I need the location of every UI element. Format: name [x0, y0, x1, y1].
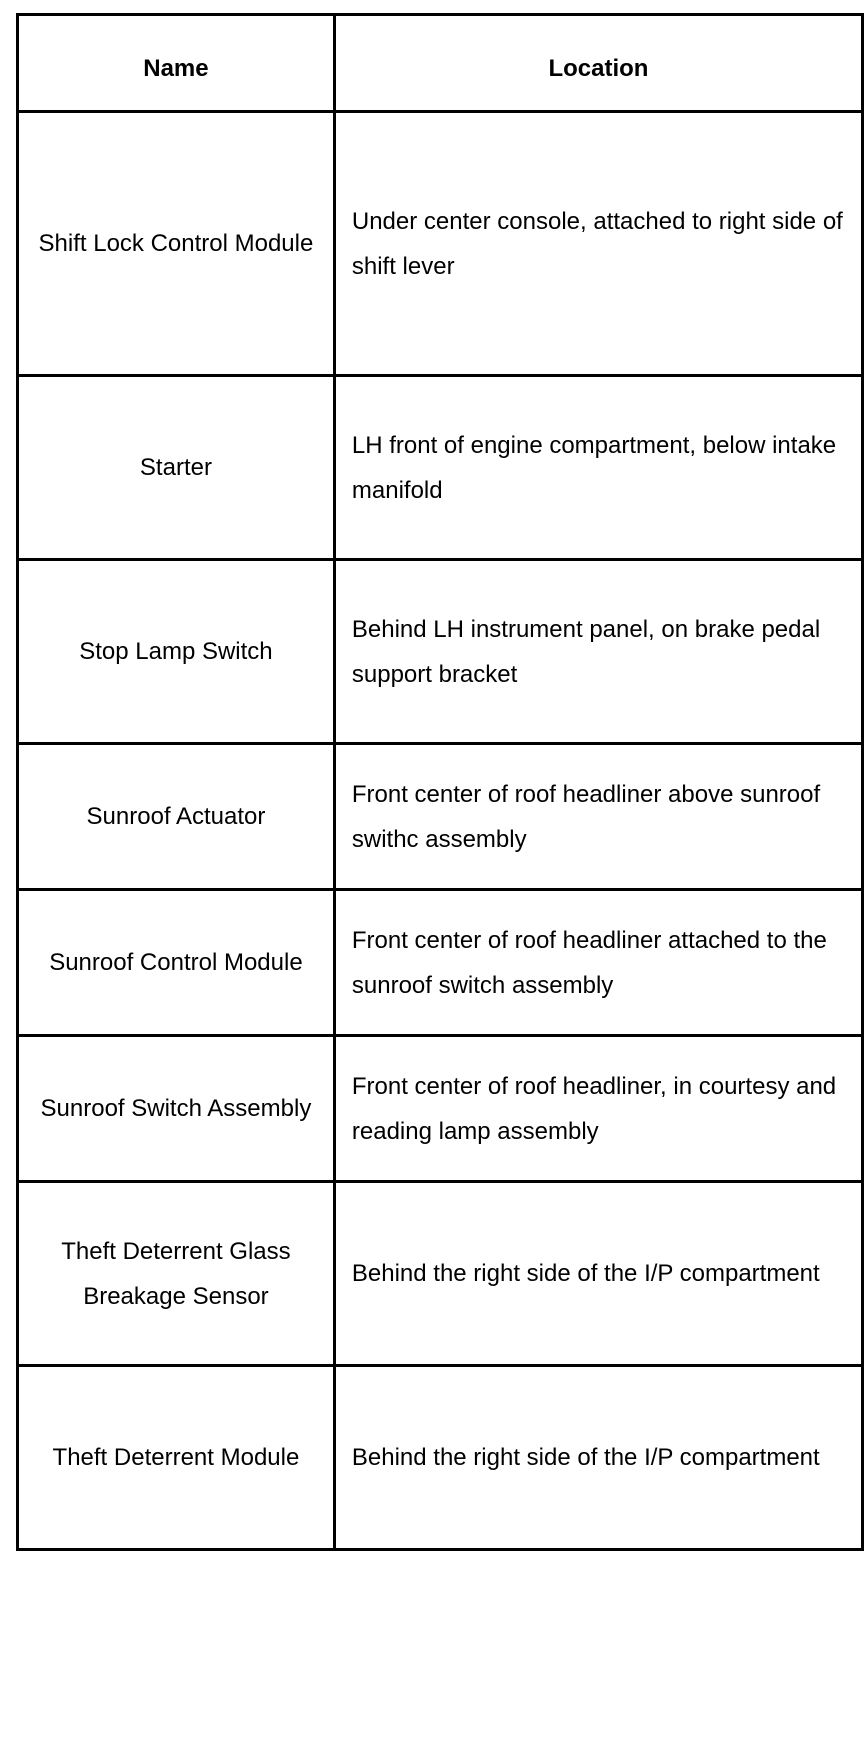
row-location: Front center of roof headliner above sunroof swithc assembly — [334, 744, 862, 890]
table-row — [18, 890, 863, 1036]
row-location: Behind the right side of the I/P compartment — [334, 1182, 862, 1366]
row-location: Front center of roof headliner attached to the sunroof switch assembly — [334, 890, 862, 1036]
component-location-table — [16, 13, 864, 1551]
row-name: Theft Deterrent Module — [18, 1366, 335, 1550]
row-name: Theft Deterrent Glass Breakage Sensor — [18, 1182, 335, 1366]
row-location: Front center of roof headliner, in courtesy and reading lamp assembly — [334, 1036, 862, 1182]
row-name: Sunroof Actuator — [18, 744, 335, 890]
table-row — [18, 560, 863, 744]
row-name: Sunroof Control Module — [18, 890, 335, 1036]
row-location: Under center console, attached to right side of shift lever — [334, 112, 862, 376]
table-row — [18, 112, 863, 376]
table-row — [18, 376, 863, 560]
table-row — [18, 744, 863, 890]
row-location: Behind LH instrument panel, on brake pedal support bracket — [334, 560, 862, 744]
row-name: Sunroof Switch Assembly — [18, 1036, 335, 1182]
table-row — [18, 1182, 863, 1366]
header-name: Name — [18, 15, 335, 112]
header-row — [18, 15, 863, 112]
row-name: Shift Lock Control Module — [18, 112, 335, 376]
row-location: LH front of engine compartment, below intake manifold — [334, 376, 862, 560]
row-location: Behind the right side of the I/P compartment — [334, 1366, 862, 1550]
row-name: Stop Lamp Switch — [18, 560, 335, 744]
table-row — [18, 1036, 863, 1182]
row-name: Starter — [18, 376, 335, 560]
table-row — [18, 1366, 863, 1550]
header-location: Location — [334, 15, 862, 112]
